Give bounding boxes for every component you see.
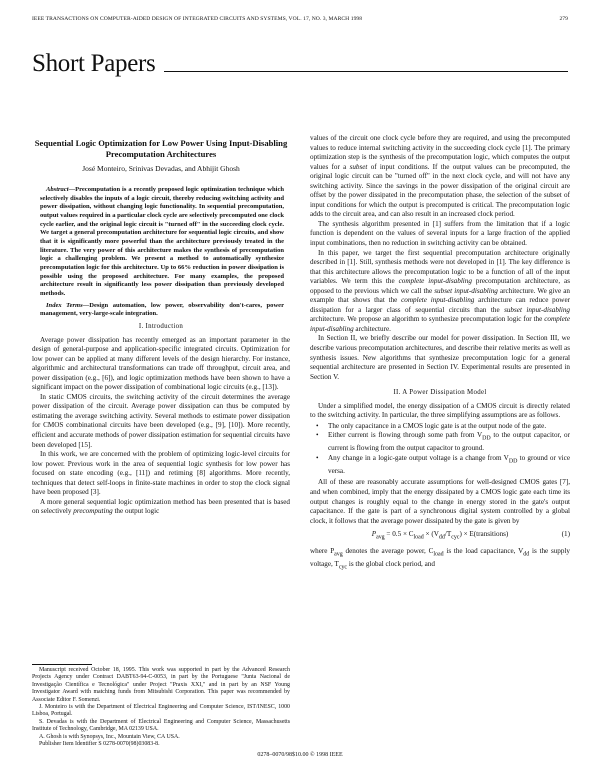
paragraph: Average power dissipation has recently emerged as an important parameter in the design of general-purpose and application-specific integrated circuits. Optimization for low power can be applied at many different levels of the design hierarchy. For instance, algorithmic and architectural transformations can trade off throughput, circuit area, and power dissipation (e.g., [6]), and logic optimization methods have been shown to have a significant impact on the power dissipation of combinational logic circuits (e.g., [13]). (32, 335, 290, 392)
subscript: cyc (338, 564, 348, 571)
eq-text: = 0.5 × C (384, 530, 414, 539)
paragraph: In static CMOS circuits, the switching activity of the circuit determines the average power dissipation of the circuit. Average power dissipation can thus be computed by estimating the average switching activity. Several methods to estimate power dissipation for CMOS combinational circuits have been developed (e.g., [9], [10]). More recently, efficient and accurate methods of power dissipation estimation for sequential circuits have been developed [15]. (32, 392, 290, 449)
paragraph: Under a simplified model, the energy dissipation of a CMOS circuit is directly related to the switching activity. In particular, the three simplifying assumptions are as follows. (310, 401, 570, 420)
emphasis: complete input-disabling (398, 277, 472, 286)
text-run: Any change in a logic-gate output voltage is a change from V (328, 453, 509, 462)
emphasis: complete input-disabling (401, 296, 475, 305)
subscript: DD (482, 435, 491, 442)
subscript: avg (334, 551, 343, 558)
section-title: Short Papers (32, 50, 156, 77)
eq-symbol: P (371, 530, 377, 539)
subscript: avg (376, 534, 385, 541)
emphasis: complete input-disabling (310, 315, 570, 333)
list-item (310, 454, 570, 477)
paragraph: In Section II, we briefly describe our model for power dissipation. In Section III, we describe various precomputation architectures, and describe their relative merits as well as synthesis issues. New algorithms that synthesize precomputation logic for a general sequential architecture are presented in Section IV. Experimental results are presented in Section V. (310, 334, 570, 381)
paragraph (310, 547, 570, 573)
text-run: where P (310, 547, 335, 556)
footnote: S. Devadas is with the Department of Electrical Engineering and Computer Science, Massachusetts Institute of Technology, Cambridge, MA 02139 USA. (32, 718, 290, 733)
text-run: the output logic (112, 507, 160, 516)
text-run: is the global clock period, and (347, 560, 435, 569)
footnote: Manuscript received October 18, 1995. This work was supported in part by the Advanced Research Projects Agency under Contract DABT63-94-C-0053, in part by the Portuguese "Junta Nacional de Investigação Científica e Tecnológica" under Project "Praxis XXI," and in part by an NSF Young Investigator Award with matching funds from Mitsubishi Corporation. This paper was recommended by Associate Editor F. Somenzi. (32, 667, 290, 703)
abstract-label: Abstract— (46, 186, 76, 193)
paper-title: Sequential Logic Optimization for Low Power Using Input-Disabling Precomputation Architectures (34, 138, 288, 159)
section-heading-power-model: II. A Power Dissipation Model (393, 389, 487, 397)
equation-1 (310, 530, 570, 543)
paragraph (32, 498, 290, 517)
text-run: architecture can reduce power dissipation for a larger class of sequential circuits than the (310, 296, 571, 314)
paragraph (310, 249, 570, 335)
text-run: values of the circuit one clock cycle before they are required, and using the precomputed values to reduce internal switching activity in the succeeding clock cycle [1]. The primary optimization step is the synthesis of the precomputation logic, which computes the output values for a (310, 134, 570, 171)
paragraph (310, 134, 570, 220)
text-run: architecture. We propose an algorithm to synthesize precomputation logic for the (310, 315, 545, 324)
left-column (32, 318, 290, 517)
emphasis: precomputing (73, 507, 113, 516)
authors: José Monteiro, Srinivas Devadas, and Abhijit Ghosh (82, 164, 240, 173)
paragraph: The synthesis algorithm presented in [1] suffers from the limitation that if a logic function is dependent on the values of several inputs for a large fraction of the applied input combinations, then no reduction in switching activity can be obtained. (310, 219, 570, 248)
eq-text: ) × E(transitions) (459, 530, 509, 539)
list-item (310, 431, 570, 454)
index-terms-label: Index Terms— (46, 301, 90, 309)
assumption-list (310, 422, 570, 477)
copyright-footer: 0278–0070/98$10.00 © 1998 IEEE (257, 752, 343, 758)
text-run: precomputation architecture, as opposed to the previous which we call the (310, 277, 570, 295)
text-run: of input conditions. If the output values can be precomputed, the original logic circuit can be "turned off" in the next clock cycle, and will not have any switching activity. Since the savings in the power dissipation of the original circuit are offset by the power dissipated in the precomputation phase, the selection of the subset of input conditions for which the output is precomputed is critical. The precomputation logic adds to the circuit area, and can also result in an increased clock period. (310, 162, 570, 219)
abstract-body: Precomputation is a recently proposed logic optimization technique which selectively disables the inputs of a logic circuit, thereby reducing switching activity and power dissipation, without changing logic functionality. In sequential precomputation, output values required in a particular clock cycle are selectively precomputed one clock cycle earlier, and the original logic circuit is "turned off" in the succeeding clock cycle. We target a general precomputation architecture for sequential logic circuits, and show that it is significantly more powerful than the architecture previously treated in the literature. The very power of this architecture makes the synthesis of precomputation logic a challenging problem. We present a method to automatically synthesize precomputation logic for this architecture. Up to 66% reduction in power dissipation is possible using the proposed architecture. For many examples, the proposed architecture result in significantly less power dissipation than previously developed methods. (40, 186, 284, 297)
right-column (310, 134, 570, 573)
emphasis: subset input-disabling (504, 305, 570, 314)
journal-name: IEEE TRANSACTIONS ON COMPUTER-AIDED DESIGN OF INTEGRATED CIRCUITS AND SYSTEMS, VOL. 17, NO. 3, MARCH 1998 (32, 16, 363, 22)
subscript: cyc (451, 534, 460, 541)
page-number: 279 (559, 16, 568, 22)
text-run: denotes the average power, C (342, 547, 434, 556)
text-run: is the supply voltage, T (310, 547, 570, 569)
paragraph: In this work, we are concerned with the problem of optimizing logic-level circuits for low power. Previous work in the area of sequential logic synthesis for low power has focused on state encoding (e.g., [11]) and retiming [8] algorithms. More recently, techniques that detect self-loops in finite-state machines in order to stop the clock signal have been proposed [3]. (32, 450, 290, 497)
text-run: is the load capacitance, V (443, 547, 524, 556)
text-run: architecture. We give an example that shows that the (310, 286, 570, 305)
subscript: dd (523, 551, 530, 558)
running-head (32, 16, 568, 22)
abstract (40, 186, 284, 319)
index-terms (40, 302, 284, 319)
paragraph: All of these are reasonably accurate assumptions for well-designed CMOS gates [7], and when combined, imply that the energy dissipated by a CMOS logic gate each time its output changes is roughly equal to the change in energy stored in the gate's output capacitance. If the gate is part of a synchronous digital system controlled by a global clock, it follows that the average power dissipated by the gate is given by (310, 478, 570, 525)
footnote: Publisher Item Identifier S 0278-0070(98)03083-8. (39, 741, 160, 748)
subscript: dd (438, 534, 445, 541)
equation-number: (1) (561, 530, 570, 539)
abstract-text (40, 186, 284, 299)
eq-text: /T (444, 530, 452, 539)
section-rule (164, 71, 568, 72)
list-item: • The only capacitance in a CMOS logic gate is at the output node of the gate. (310, 422, 570, 432)
emphasis: subset input-disabling (434, 286, 498, 295)
section-heading-intro: I. Introduction (138, 323, 184, 330)
text-run: architecture. (353, 324, 391, 333)
text-run: to the output capacitor, or current is flowing from the output capacitor to ground. (328, 431, 570, 453)
footnote-rule (32, 664, 92, 665)
text-run: A more general sequential logic optimization method has been presented that is based on selectively (32, 497, 290, 516)
emphasis: subset (349, 162, 368, 171)
footnotes (32, 664, 290, 748)
text-run: Either current is flowing through some path from V (328, 431, 483, 440)
footnote: A. Ghosh is with Synopsys, Inc., Mountain View, CA USA. (39, 733, 180, 740)
subscript: load (433, 551, 444, 558)
text-run: to ground or vice versa. (328, 453, 570, 475)
eq-text: × (V (423, 530, 439, 539)
text-run: In this paper, we target the first sequential precomputation architecture originally described in [1]. Still, synthesis methods were not developed in [1]. The key difference is that this architecture allows the precomputation logic to be a function of all of the input variables. We term this the (310, 248, 570, 286)
index-terms-body: Design automation, low power, observability don't-cares, power management, very-large-scale integration. (40, 301, 284, 318)
subscript: DD (508, 458, 518, 465)
footnote: J. Monteiro is with the Department of Electrical Engineering and Computer Science, IST/INESC, 1000 Lisboa, Portugal. (32, 704, 290, 718)
subscript: load (413, 534, 424, 541)
